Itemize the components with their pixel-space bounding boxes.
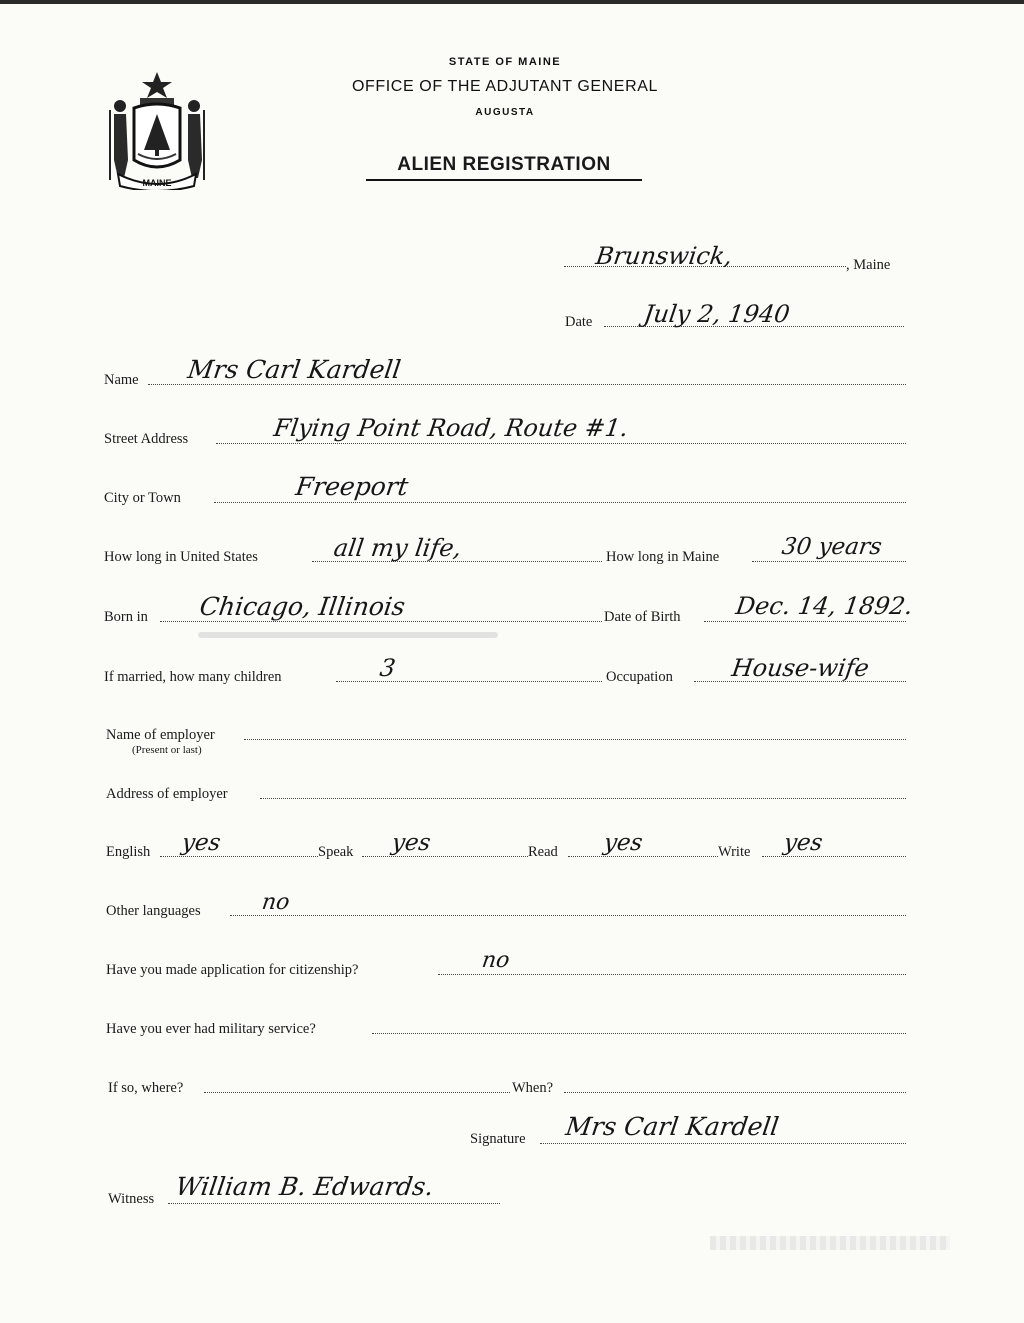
faded-stamp-mark — [710, 1236, 950, 1250]
employer-label: Name of employer — [106, 727, 215, 743]
military-label: Have you ever had military service? — [106, 1021, 316, 1037]
read-value[interactable]: yes — [602, 830, 645, 856]
ink-smudge — [198, 632, 498, 638]
write-line — [762, 856, 906, 857]
witness-value[interactable]: William B. Edwards. — [173, 1172, 436, 1201]
occupation-value[interactable]: House-wife — [730, 654, 871, 682]
write-label: Write — [718, 844, 751, 860]
children-value[interactable]: 3 — [378, 654, 398, 682]
other-languages-line — [230, 915, 906, 916]
street-line — [216, 443, 906, 444]
born-in-line — [160, 621, 602, 622]
signature-label: Signature — [470, 1131, 526, 1147]
dob-value[interactable]: Dec. 14, 1892. — [734, 592, 915, 620]
how-long-maine-label: How long in Maine — [606, 549, 720, 565]
born-in-value[interactable]: Chicago, Illinois — [197, 592, 407, 621]
witness-label: Witness — [108, 1191, 155, 1207]
english-label: English — [106, 844, 151, 860]
name-value[interactable]: Mrs Carl Kardell — [185, 355, 403, 384]
how-long-us-label: How long in United States — [104, 549, 258, 565]
military-line[interactable] — [372, 1033, 906, 1034]
form-title: ALIEN REGISTRATION — [397, 154, 611, 175]
dob-label: Date of Birth — [604, 609, 681, 625]
other-languages-label: Other languages — [106, 903, 201, 919]
street-value[interactable]: Flying Point Road, Route #1. — [272, 414, 630, 442]
citizenship-label: Have you made application for citizenship? — [106, 962, 359, 978]
header-city: AUGUSTA — [475, 107, 535, 118]
signature-line — [540, 1143, 906, 1144]
born-in-label: Born in — [104, 609, 148, 625]
citizenship-line — [438, 974, 906, 975]
signature-value[interactable]: Mrs Carl Kardell — [563, 1112, 781, 1141]
street-label: Street Address — [104, 431, 189, 447]
speak-value[interactable]: yes — [390, 830, 433, 856]
speak-label: Speak — [318, 844, 354, 860]
read-label: Read — [528, 844, 558, 860]
header-office: OFFICE OF THE ADJUTANT GENERAL — [351, 78, 659, 95]
read-line — [568, 856, 718, 857]
city-line — [214, 502, 906, 503]
english-line — [160, 856, 318, 857]
english-value[interactable]: yes — [180, 830, 223, 856]
citizenship-value[interactable]: no — [480, 948, 512, 973]
how-long-us-value[interactable]: all my life, — [332, 534, 464, 562]
place-state-label: , Maine — [846, 257, 891, 273]
place-town-value[interactable]: Brunswick, — [594, 242, 735, 270]
title-underline — [366, 179, 642, 181]
employer-line[interactable] — [244, 739, 906, 740]
where-line[interactable] — [204, 1092, 510, 1093]
other-languages-value[interactable]: no — [260, 890, 292, 915]
city-label: City or Town — [104, 490, 181, 506]
witness-line — [168, 1203, 500, 1204]
children-label: If married, how many children — [104, 669, 282, 685]
how-long-maine-value[interactable]: 30 years — [780, 534, 884, 560]
dob-line — [704, 621, 906, 622]
write-value[interactable]: yes — [782, 830, 825, 856]
occupation-label: Occupation — [606, 669, 673, 685]
when-line[interactable] — [564, 1092, 906, 1093]
where-label: If so, where? — [108, 1080, 184, 1096]
name-line — [148, 384, 906, 385]
header-state: STATE OF MAINE — [448, 56, 562, 68]
city-value[interactable]: Freeport — [293, 472, 410, 501]
when-label: When? — [512, 1080, 554, 1096]
employer-sublabel: (Present or last) — [132, 744, 202, 756]
employer-address-line[interactable] — [260, 798, 906, 799]
date-label: Date — [565, 314, 593, 330]
children-line — [336, 681, 602, 682]
name-label: Name — [104, 372, 139, 388]
date-value[interactable]: July 2, 1940 — [642, 300, 792, 328]
employer-address-label: Address of employer — [106, 786, 228, 802]
how-long-maine-line — [752, 561, 906, 562]
maine-state-seal — [104, 70, 210, 190]
speak-line — [362, 856, 528, 857]
seal-banner-text: MAINE — [142, 178, 172, 188]
